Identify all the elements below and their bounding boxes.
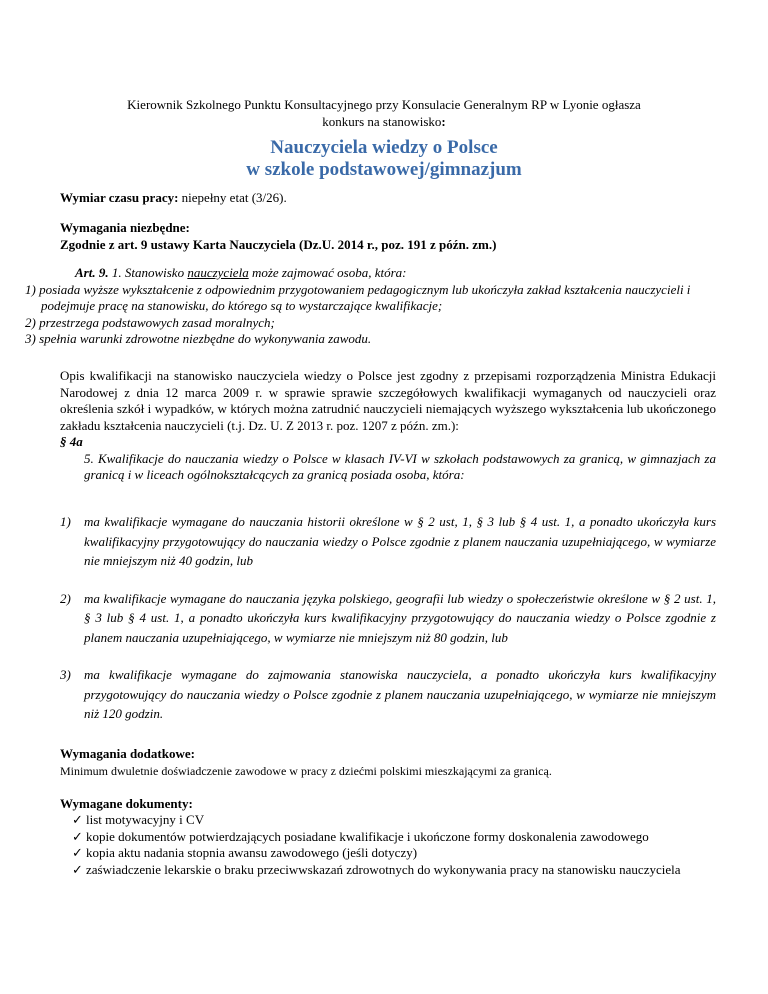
announcement-intro (60, 96, 708, 130)
article-9-item: 2) przestrzega podstawowych zasad moralnych; (25, 314, 275, 330)
article-9-intro: Art. 9. 1. Stanowisko nauczyciela może zajmować osoba, która: (75, 265, 407, 280)
work-time-value: niepełny etat (3/26). (178, 190, 287, 205)
qualification-description (60, 368, 716, 484)
point-5: 5. Kwalifikacje do nauczania wiedzy o Polsce w klasach IV-VI w szkołach podstawowych za granicą, w gimnazjach za granicą i w liceach ogólnokształcących za granicą posiada osoba, która: (84, 450, 716, 482)
qualification-item: 1) ma kwalifikacje wymagane do nauczania historii określone w § 2 ust, 1, § 3 lub § 4 ust. 1, a ponadto ukończyła kurs kwalifikacyjny przygotowujący do nauczania wiedzy o Polsce zgodnie z planem nauczania uzupełniającego, w wymiarze nie mniejszym niż 40 godzin, lub (60, 514, 716, 568)
requirements-heading: Wymagania niezbędne: (60, 220, 190, 235)
title-line-1: Nauczyciela wiedzy o Polsce (270, 137, 498, 158)
document-item: ✓ kopia aktu nadania stopnia awansu zawodowego (jeśli dotyczy) (72, 845, 418, 860)
work-time (60, 190, 716, 207)
qualification-item: 3) ma kwalifikacje wymagane do zajmowania stanowiska nauczyciela, a ponadto ukończyła kurs kwalifikacyjny przygotowujący do nauczania wiedzy o Polsce zgodnie z planem nauczania uzupełniającego, w wymiarze nie mniejszym niż 120 godzin. (60, 667, 716, 721)
article-9-item: 1) posiada wyższe wykształcenie z odpowiednim przygotowaniem pedagogicznym lub ukończyła zakład kształcenia nauczycieli i podejmuje pracę na stanowisku, do którego są to wystarczające kwalifikacje; (25, 281, 691, 313)
document-item: ✓ kopie dokumentów potwierdzających posiadane kwalifikacje i ukończone formy doskonalenia zawodowego (72, 828, 649, 844)
additional-text: Minimum dwuletnie doświadczenie zawodowe w pracy z dziećmi polskimi mieszkającymi za granicą. (60, 763, 552, 778)
work-time-label: Wymiar czasu pracy: (60, 190, 179, 205)
document-item: ✓ list motywacyjny i CV (72, 812, 205, 827)
check-icon: ✓ (72, 812, 83, 827)
intro-line-2: konkurs na stanowisko: (322, 114, 446, 129)
qualification-item: 2) ma kwalifikacje wymagane do nauczania języka polskiego, geografii lub wiedzy o społeczeństwie określone w § 2 ust. 1, § 3 lub § 4 ust. 1, a ponadto ukończyła kurs kwalifikacyjny przygotowujący do nauczania wiedzy o Polsce zgodnie z planem nauczania uzupełniającego, w wymiarze nie mniejszym niż 80 godzin, lub (60, 590, 716, 645)
qualification-list (60, 512, 716, 724)
intro-line-1: Kierownik Szkolnego Punktu Konsultacyjnego przy Konsulacie Generalnym RP w Lyonie ogłasza (127, 97, 641, 112)
qualification-text: Opis kwalifikacji na stanowisko nauczyciela wiedzy o Polsce jest zgodny z przepisami rozporządzenia Ministra Edukacji Narodowej z dnia 12 marca 2009 r. w sprawie sprawie szczegółowych kwalifikacji wymaganych od nauczycieli oraz określenia szkół i wypadków, w których można zatrudnić nauczycieli niemających wyższego wykształcenia lub ukończonego zakładu kształcenia nauczycieli (t.j. Dz. U. Z 2013 r. poz. 1207 z późn. zm.): (60, 368, 716, 433)
title-line-2: w szkole podstawowej/gimnazjum (246, 159, 522, 180)
check-icon: ✓ (72, 861, 83, 877)
additional-heading: Wymagania dodatkowe: (60, 746, 195, 761)
position-title (60, 137, 708, 181)
article-9-item: 3) spełnia warunki zdrowotne niezbędne do wykonywania zawodu. (25, 331, 372, 346)
documents-heading: Wymagane dokumenty: (60, 796, 193, 811)
section-4a: § 4a (60, 434, 83, 449)
documents-list (72, 812, 716, 878)
additional-requirements (60, 746, 716, 779)
requirements-header (60, 220, 716, 253)
article-9 (25, 265, 725, 348)
check-icon: ✓ (72, 828, 83, 844)
teacher-link[interactable]: nauczyciela (187, 265, 249, 280)
requirements-subheading: Zgodnie z art. 9 ustawy Karta Nauczyciela (Dz.U. 2014 r., poz. 191 z późn. zm.) (60, 236, 497, 252)
check-icon: ✓ (72, 845, 83, 860)
document-item: ✓ zaświadczenie lekarskie o braku przeciwwskazań zdrowotnych do wykonywania pracy na stanowisku nauczyciela (72, 861, 681, 877)
